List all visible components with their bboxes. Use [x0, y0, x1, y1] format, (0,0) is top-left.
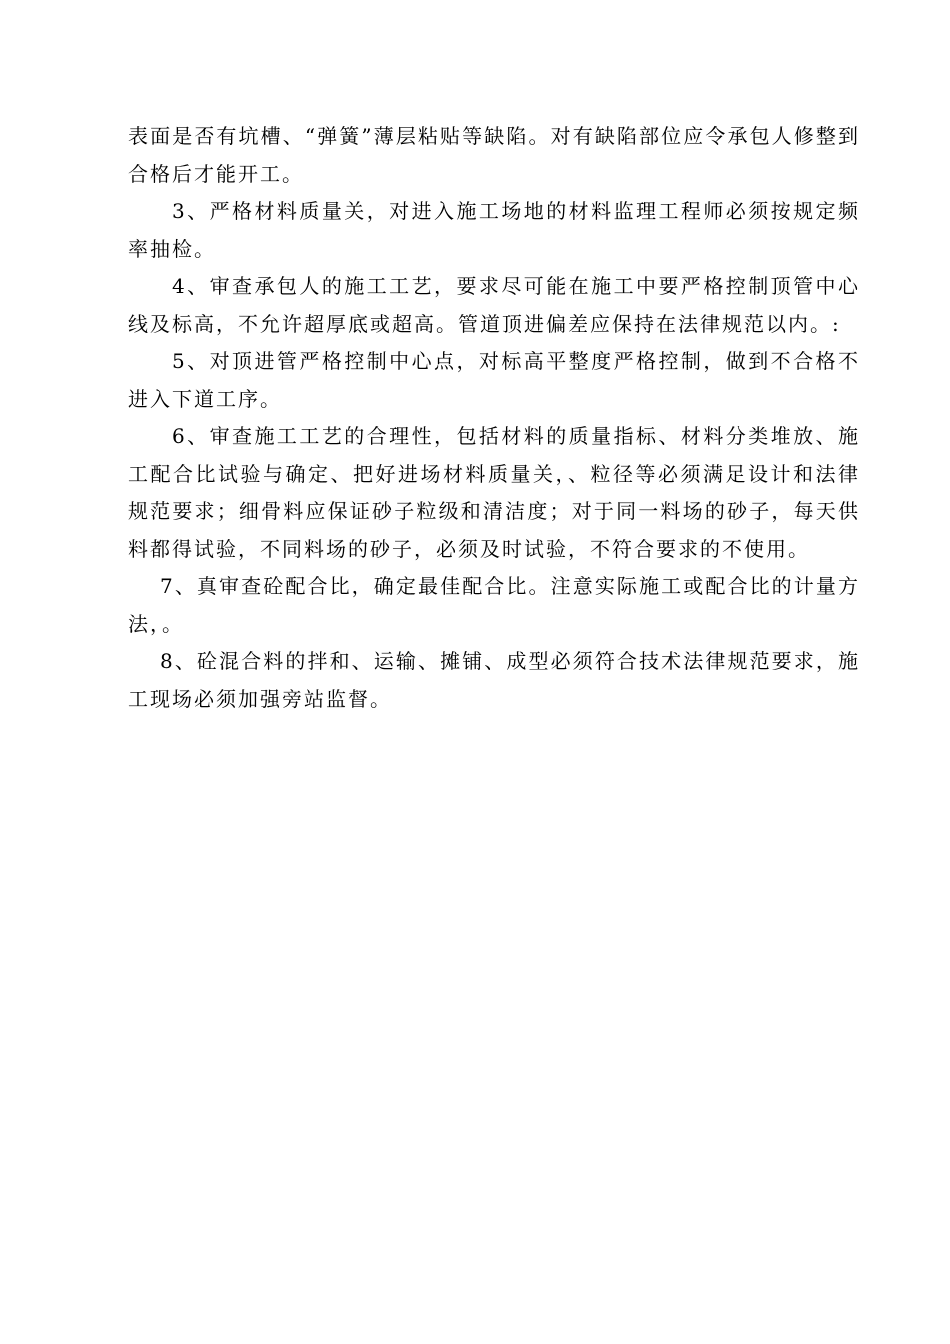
paragraph-continuation: 表面是否有坑槽、“弹簧”薄层粘贴等缺陷。对有缺陷部位应令承包人修整到合格后才能开工。: [128, 124, 860, 186]
paragraph-item-6: 6、审查施工工艺的合理性，包括材料的质量指标、材料分类堆放、施工配合比试验与确定、把好进场材料质量关，、粒径等必须满足设计和法律规范要求；细骨料应保证砂子粒级和清洁度；对于同一料场的砂子，每天供料都得试验，不同料场的砂子，必须及时试验，不符合要求的不使用。: [128, 424, 860, 561]
paragraph-item-3: 3、严格材料质量关，对进入施工场地的材料监理工程师必须按规定频率抽检。: [128, 199, 860, 261]
document-body: [128, 118, 860, 718]
paragraph-item-4: 4、审查承包人的施工工艺，要求尽可能在施工中要严格控制顶管中心线及标高，不允许超厚底或超高。管道顶进偏差应保持在法律规范以内。:: [128, 274, 860, 336]
paragraph-item-8: 8、砼混合料的拌和、运输、摊铺、成型必须符合技术法律规范要求，施工现场必须加强旁站监督。: [128, 649, 860, 711]
paragraph-item-5: 5、对顶进管严格控制中心点，对标高平整度严格控制，做到不合格不进入下道工序。: [128, 349, 860, 411]
paragraph-item-7: 7、真审查砼配合比，确定最佳配合比。注意实际施工或配合比的计量方法，。: [128, 574, 860, 636]
